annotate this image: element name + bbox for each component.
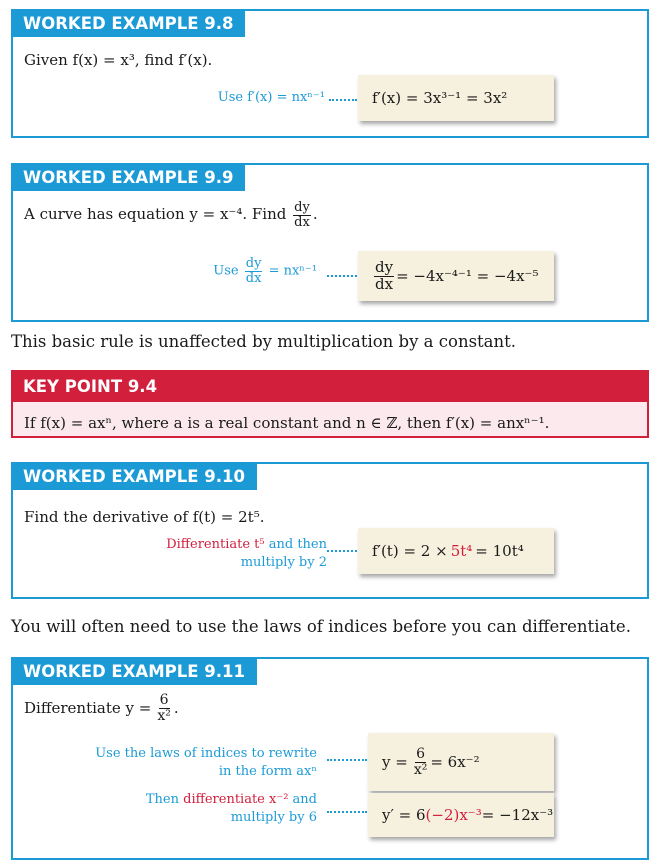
answer-suffix: = −12x⁻³ (481, 806, 554, 824)
dotted-leader (327, 275, 357, 277)
answer-prefix: f′(t) = 2 × (372, 542, 448, 560)
hint-blue-part: Then (145, 792, 184, 807)
answer-note (368, 733, 554, 791)
question-text: Find the derivative of f(t) = 2t⁵. (24, 508, 265, 526)
hint-blue-part: and (288, 792, 317, 807)
hint-line-2: multiply by 6 (230, 810, 317, 825)
answer-note (368, 793, 554, 837)
dy-dx-fraction (245, 257, 263, 285)
answer-text (382, 793, 553, 837)
fraction-numerator: dy (245, 256, 262, 271)
answer-prefix: y′ = 6 (382, 806, 426, 824)
question-prefix: A curve has equation y = x⁻⁴. Find (24, 205, 287, 224)
answer-text: f′(x) = 3x³⁻¹ = 3x² (372, 89, 508, 107)
hint-text (95, 745, 317, 781)
answer-text (372, 251, 538, 301)
fraction (156, 693, 172, 723)
hint-suffix: = nxⁿ⁻¹ (268, 263, 317, 279)
worked-example-title: WORKED EXAMPLE 9.10 (13, 464, 257, 490)
hint-prefix: Use (213, 263, 239, 279)
question-text: Given f(x) = x³, find f′(x). (24, 51, 213, 69)
dotted-leader (327, 759, 367, 761)
answer-note (358, 251, 554, 301)
dy-dx-fraction (374, 257, 394, 293)
hint-blue-part: and then (264, 537, 327, 552)
answer-text (382, 733, 480, 791)
answer-red-part: 5t⁴ (450, 542, 473, 560)
fraction-denominator: x² (157, 707, 171, 724)
hint-text (146, 791, 317, 827)
worked-example-title: WORKED EXAMPLE 9.9 (13, 165, 245, 191)
answer-suffix: = −4x⁻⁴⁻¹ = −4x⁻⁵ (396, 267, 539, 285)
hint-red-part: Differentiate t⁵ (166, 537, 265, 552)
question-text: Differentiate y = $\frac{6}{\text{x²}}$ . (24, 692, 179, 724)
dy-dx-fraction (293, 201, 311, 229)
fraction-numerator: dy (294, 200, 310, 215)
fraction-denominator: dx (245, 270, 262, 286)
answer-note (358, 528, 554, 574)
worked-example-title: WORKED EXAMPLE 9.11 (13, 659, 257, 685)
worked-example-9-8 (11, 9, 649, 138)
hint-line-1: Use the laws of indices to rewrite (95, 746, 317, 761)
fraction-numerator: 6 (159, 692, 169, 708)
worked-example-title: WORKED EXAMPLE 9.8 (13, 11, 245, 37)
worked-example-9-10 (11, 462, 649, 599)
hint-line-2: in the form axⁿ (218, 764, 317, 779)
key-point-text: If f(x) = axⁿ, where a is a real constant and n ∈ ℤ, then f′(x) = anxⁿ⁻¹. (24, 414, 550, 432)
body-paragraph: You will often need to use the laws of indices before you can differentiate. (11, 617, 631, 636)
fraction-numerator: dy (375, 257, 394, 276)
hint-text (213, 257, 317, 285)
dotted-leader (327, 550, 357, 552)
hint-line-2: multiply by 2 (240, 555, 327, 570)
answer-suffix: = 6x⁻² (430, 753, 480, 771)
question-text: A curve has equation y = x⁻⁴. Find $\frac{dy}{dx}$ . (24, 200, 318, 230)
worked-example-9-11 (11, 657, 649, 860)
key-point-9-4 (11, 370, 649, 438)
key-point-title: KEY POINT 9.4 (13, 372, 647, 402)
answer-prefix: y = (382, 753, 408, 771)
answer-suffix: = 10t⁴ (475, 542, 524, 560)
fraction-denominator: dx (294, 214, 310, 230)
answer-text (372, 528, 524, 574)
dotted-leader (329, 99, 357, 101)
hint-text (166, 536, 327, 572)
hint-text: Use f′(x) = nxⁿ⁻¹ (217, 90, 325, 105)
fraction-numerator: 6 (416, 745, 426, 762)
worked-example-9-9 (11, 163, 649, 322)
answer-note (358, 75, 554, 121)
fraction-denominator: dx (375, 274, 394, 293)
fraction-denominator: x² (413, 761, 428, 778)
dotted-leader (327, 811, 367, 813)
body-paragraph: This basic rule is unaffected by multiplication by a constant. (11, 332, 517, 351)
answer-red-part: (−2)x⁻³ (425, 806, 482, 824)
hint-red-part: differentiate x⁻² (183, 792, 289, 807)
question-prefix: Differentiate y = (24, 699, 152, 718)
fraction (413, 747, 429, 777)
